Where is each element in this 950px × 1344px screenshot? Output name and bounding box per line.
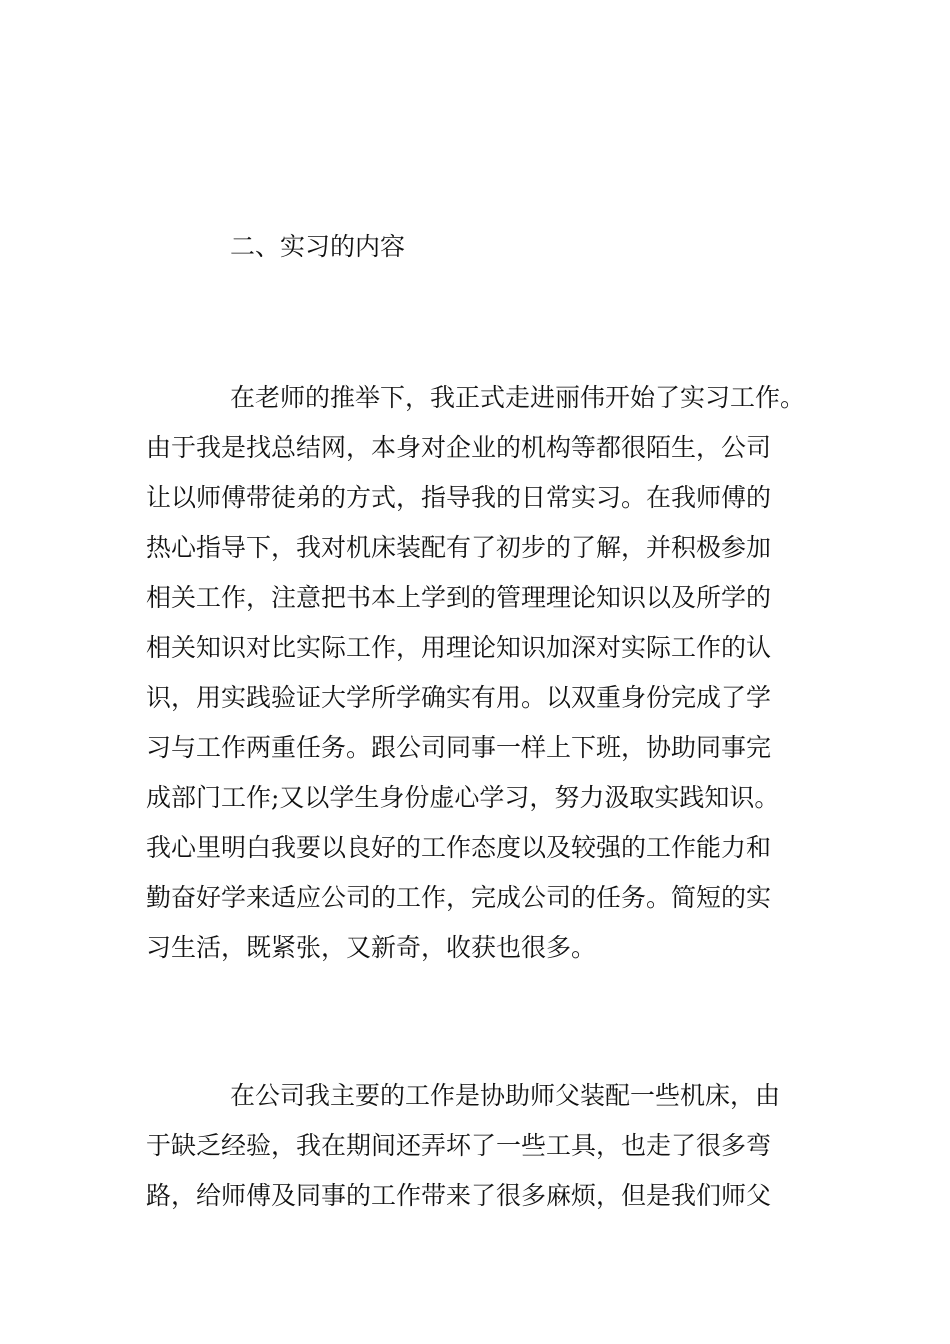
paragraph-line: 相关工作，注意把书本上学到的管理理论知识以及所学的 [146,583,772,612]
paragraph-line: 成部门工作;又以学生身份虚心学习，努力汲取实践知识。 [146,783,780,812]
paragraph-line: 让以师傅带徒弟的方式，指导我的日常实习。在我师傅的 [146,483,772,512]
paragraph-line: 在老师的推举下，我正式走进丽伟开始了实习工作。 [230,383,806,412]
paragraph-line: 勤奋好学来适应公司的工作，完成公司的任务。简短的实 [146,883,772,912]
paragraph-line: 习与工作两重任务。跟公司同事一样上下班，协助同事完 [146,733,772,762]
paragraph-line: 由于我是找总结网，本身对企业的机构等都很陌生，公司 [146,433,772,462]
paragraph-line: 习生活，既紧张，又新奇，收获也很多。 [146,933,597,962]
paragraph-internship-overview [146,373,826,973]
paragraph-line: 热心指导下，我对机床装配有了初步的了解，并积极参加 [146,533,772,562]
paragraph-line: 识，用实践验证大学所学确实有用。以双重身份完成了学 [146,683,772,712]
section-heading: 二、实习的内容 [230,232,406,261]
paragraph-line: 在公司我主要的工作是协助师父装配一些机床，由 [230,1081,781,1110]
paragraph-line: 于缺乏经验，我在期间还弄坏了一些工具，也走了很多弯 [146,1131,772,1160]
paragraph-line: 我心里明白我要以良好的工作态度以及较强的工作能力和 [146,833,772,862]
paragraph-line: 相关知识对比实际工作，用理论知识加深对实际工作的认 [146,633,772,662]
paragraph-main-work [146,1071,826,1221]
paragraph-line: 路，给师傅及同事的工作带来了很多麻烦，但是我们师父 [146,1181,772,1210]
